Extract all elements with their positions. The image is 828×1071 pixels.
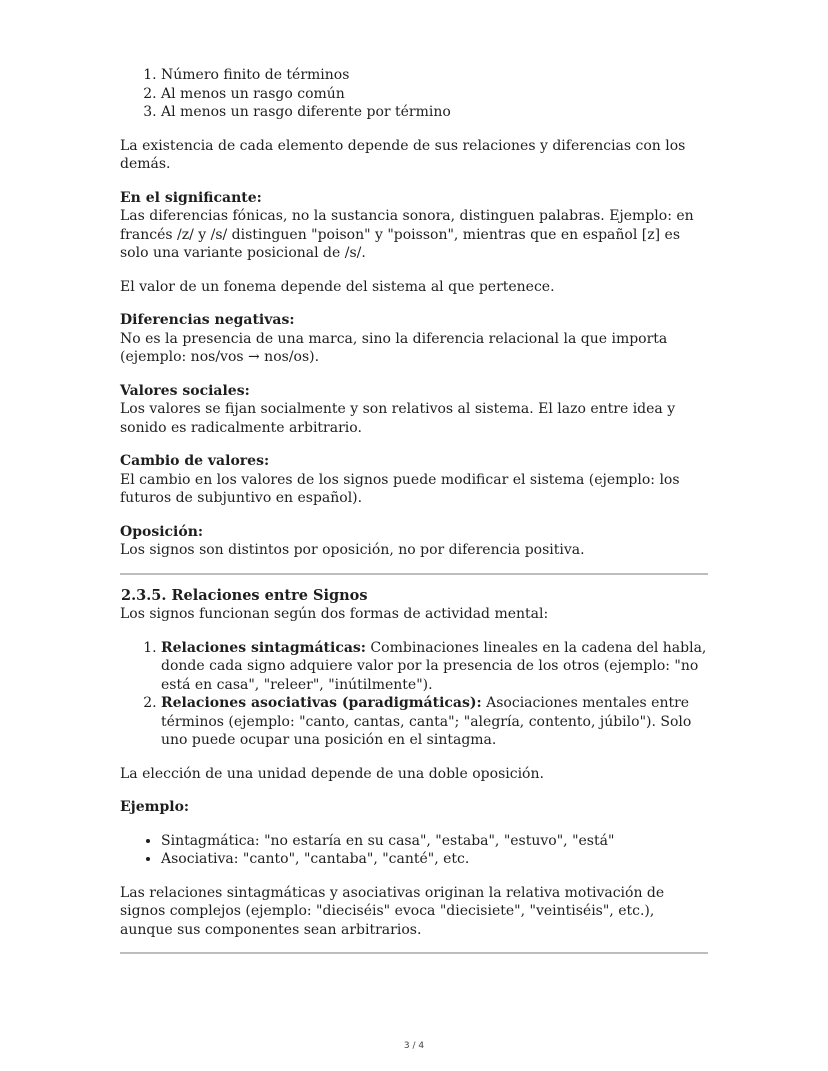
relation-term: Relaciones asociativas (paradigmáticas): [161, 695, 482, 711]
oposicion-text: Los signos son distintos por oposición, no por diferencia positiva. [120, 542, 585, 558]
list-item: 1. Número finito de términos [161, 66, 708, 85]
list-item: 3. Al menos un rasgo diferente por término [161, 103, 708, 122]
diferencias-negativas-text: No es la presencia de una marca, sino la diferencia relacional la que importa (ejemplo: nos/vos → nos/os). [120, 330, 668, 365]
section-divider [120, 573, 708, 575]
intro-paragraph: La existencia de cada elemento depende de sus relaciones y diferencias con los demás. [120, 137, 686, 172]
valores-sociales-block [120, 382, 708, 438]
relation-text: Asociaciones mentales entre términos (ejemplo: "canto, cantas, canta"; "alegría, contento, júbilo"). Solo uno puede ocupar una posición en el sintagma. [161, 695, 692, 748]
significante-heading: En el significante: [120, 189, 262, 206]
examples-list [120, 832, 708, 869]
list-item: • Asociativa: "canto", "cantaba", "canté", etc. [161, 850, 708, 869]
cambio-valores-block [120, 452, 708, 508]
list-item: • Sintagmática: "no estaría en su casa", "estaba", "estuvo", "está" [161, 832, 708, 851]
example-heading: Ejemplo: [120, 799, 190, 815]
list-item [161, 694, 708, 750]
diferencias-negativas-heading: Diferencias negativas: [120, 312, 295, 328]
closing-paragraph: Las relaciones sintagmáticas y asociativas originan la relativa motivación de signos complejos (ejemplo: "dieciséis" evoca "diecisiete", "veintiséis", etc.), aunque sus componentes sean arbitrarios. [120, 884, 665, 938]
oposicion-heading: Oposición: [120, 523, 204, 540]
choice-paragraph: La elección de una unidad depende de una doble oposición. [120, 765, 544, 782]
cambio-valores-text: El cambio en los valores de los signos puede modificar el sistema (ejemplo: los futuros de subjuntivo en español). [120, 471, 680, 506]
document-page [120, 66, 708, 954]
cambio-valores-heading: Cambio de valores: [120, 453, 270, 469]
oposicion-block [120, 523, 708, 560]
list-item: 2. Al menos un rasgo común [161, 85, 708, 104]
significante-text: Las diferencias fónicas, no la sustancia sonora, distinguen palabras. Ejemplo: en francés /z/ y /s/ distinguen "poison" y "poisson", mientras que en español [z] es solo una variante posicional de /s/. [120, 208, 694, 261]
section-divider [120, 952, 708, 954]
relation-term: Relaciones sintagmáticas: [161, 639, 366, 656]
page-indicator: 3 / 4 [403, 1041, 425, 1051]
section-title: 2.3.5. Relaciones entre Signos [121, 586, 368, 604]
relation-text: Combinaciones lineales en la cadena del habla, donde cada signo adquiere valor por la presencia de los otros (ejemplo: "no está en casa", "releer", "inútilmente"). [161, 639, 707, 693]
relations-list [120, 639, 708, 750]
criteria-list [120, 66, 708, 122]
section-intro: Los signos funcionan según dos formas de actividad mental: [120, 606, 549, 622]
diferencias-negativas-block [120, 311, 708, 367]
significante-block [120, 189, 708, 263]
list-item [161, 639, 708, 695]
fonema-paragraph: El valor de un fonema depende del sistema al que pertenece. [120, 278, 555, 295]
valores-sociales-heading: Valores sociales: [120, 382, 250, 399]
valores-sociales-text: Los valores se fijan socialmente y son relativos al sistema. El lazo entre idea y sonido es radicalmente arbitrario. [120, 401, 676, 436]
